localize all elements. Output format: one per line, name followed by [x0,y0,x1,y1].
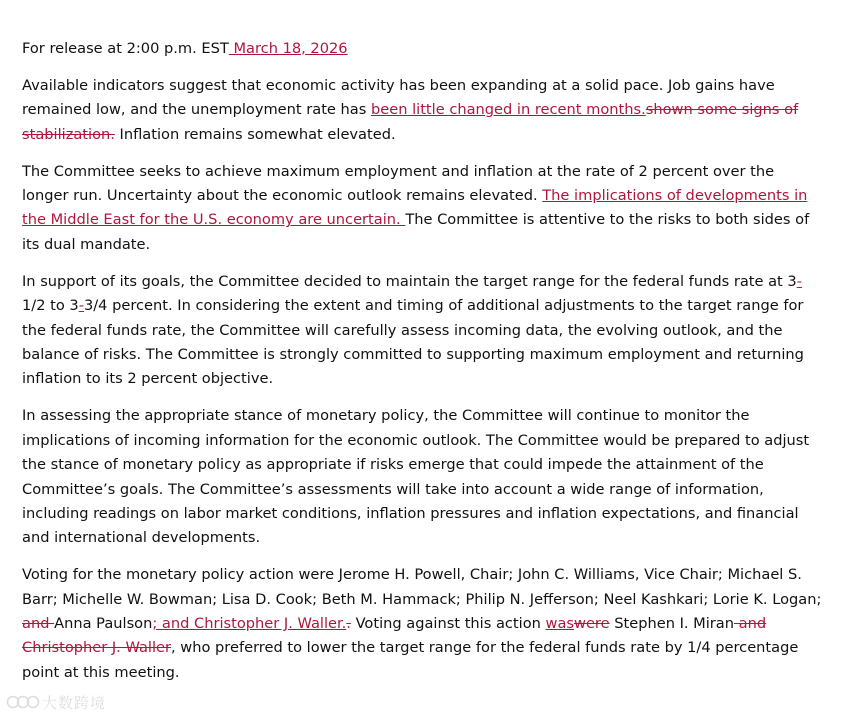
text-run: In assessing the appropriate stance of monetary policy, the Committee will continue to monitor the implications of incoming information for the economic outlook. The Committee would be prepared to adjust the stance of monetary policy as appropriate if risks emerge that could impede the attainment of the Committee’s goals. The Committee’s assessments will take into account a wide range of information, including readings on labor market conditions, inflation pressures and inflation expectations, and financial and international developments. [22,407,810,547]
logo-icon [6,691,40,713]
deleted-text: shown some signs of stabilization. [22,101,799,143]
inserted-release-date: March 18, 2026 [228,40,348,57]
text-run: The Committee is attentive to the risks to both sides of its dual mandate. [22,211,810,253]
watermark-text: 大数跨境 [42,693,107,712]
inserted-text: The implications of developments in the Middle East for the U.S. economy are uncertain. [22,187,808,229]
text-run: Voting for the monetary policy action were Jerome H. Powell, Chair; John C. Williams, Vice Chair; Michael S. Barr; Michelle W. Bowman; Lisa D. Cook; Beth M. Hammack; Philip N. Jefferson; Neel Kashkari; Lorie K. Logan; [22,566,822,608]
text-run: Inflation remains somewhat elevated. [114,125,396,143]
text-run: Voting against this action [350,615,546,633]
release-prefix: For release at 2:00 p.m. EST [22,40,229,57]
deleted-text: and [22,615,55,633]
inserted-text: ; and Christopher J. Waller. [152,615,347,633]
paragraph-voting [22,563,822,685]
deleted-text: were [574,615,610,633]
paragraph-economic-activity [22,74,822,147]
inserted-text: - [78,297,84,315]
deleted-text: and Christopher J. Waller [22,615,767,657]
text-run: , who preferred to lower the target range for the federal funds rate by 1/4 percentage point at this meeting. [22,639,799,681]
policy-statement [22,37,822,698]
text-run: The Committee seeks to achieve maximum employment and inflation at the rate of 2 percent over the longer run. Uncertainty about the economic outlook remains elevated. [22,162,775,205]
paragraph-target-range [22,270,822,392]
inserted-text: been little changed in recent months. [370,101,646,119]
release-line [22,37,822,61]
text-run: 1/2 to 3 [22,297,79,315]
text-run: In support of its goals, the Committee decided to maintain the target range for the federal funds rate at 3 [22,272,797,290]
text-run: Anna Paulson [54,615,153,633]
text-run: 3/4 percent. In considering the extent and timing of additional adjustments to the target range for the federal funds rate, the Committee will carefully assess incoming data, the evolving outlook, and the balance of risks. The Committee is strongly committed to supporting maximum employment and returning inflation to its 2 percent objective. [22,297,804,388]
paragraph-committee-goals [22,160,822,258]
text-run: Available indicators suggest that economic activity has been expanding at a solid pace. Job gains have remained low, and the unemployment rate has [22,76,775,119]
text-run: Stephen I. Miran [609,615,734,633]
paragraph-policy-stance [22,404,822,550]
watermark [6,690,106,714]
inserted-text: - [796,272,802,290]
deleted-text: . [346,615,351,633]
inserted-text: was [545,615,575,633]
